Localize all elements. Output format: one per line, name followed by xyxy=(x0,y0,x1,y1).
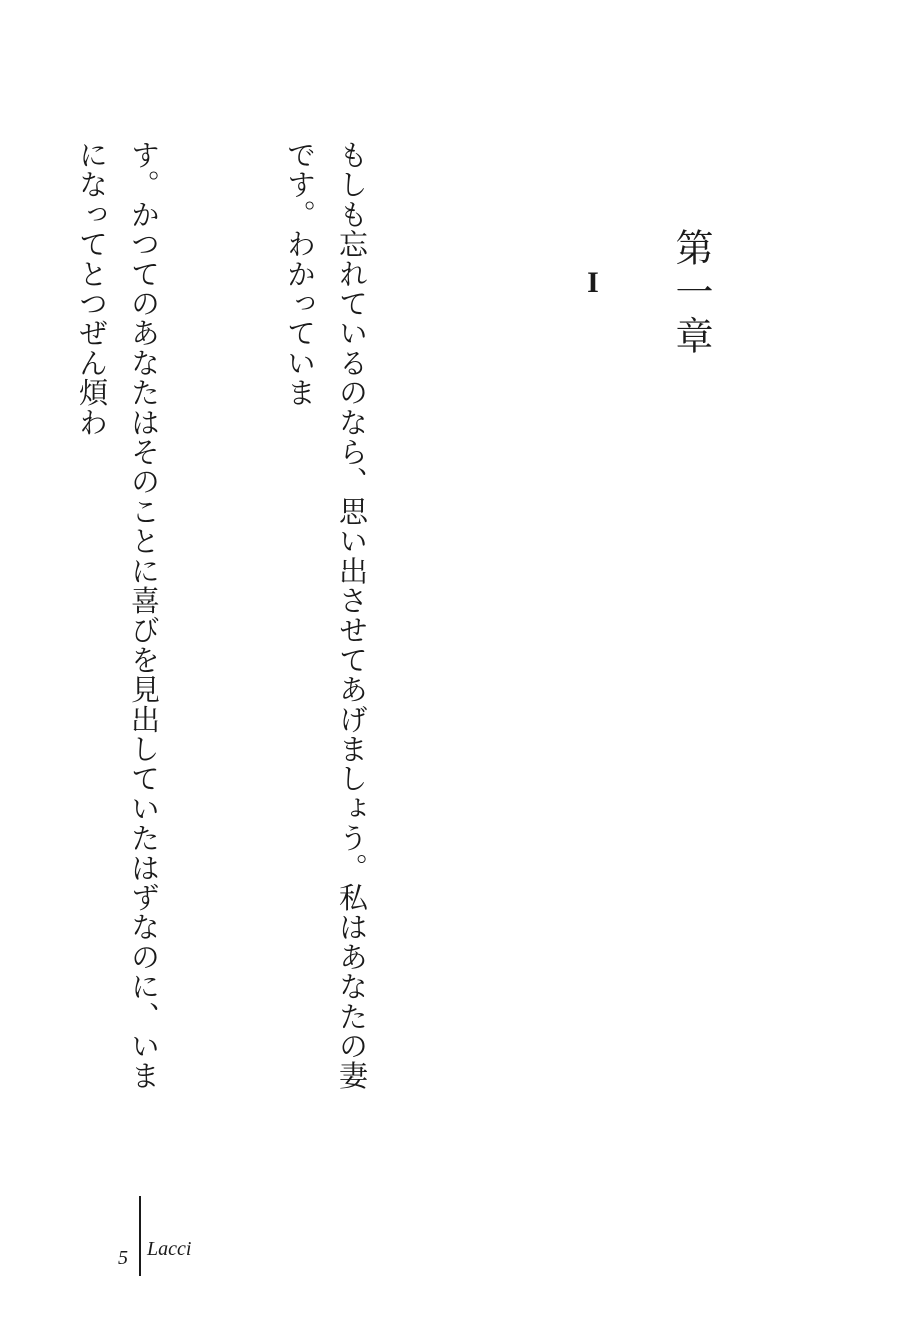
chapter-title: 第一章 xyxy=(669,228,713,360)
page-number: 5 xyxy=(118,1247,128,1269)
footer-divider xyxy=(139,1196,141,1276)
text-line: もしも忘れているのなら、思い出させてあげましょう。私はあなたの妻です。わかっていま xyxy=(283,140,369,1091)
running-title: Lacci xyxy=(147,1238,192,1260)
section-number: I xyxy=(587,266,599,299)
body-text xyxy=(0,140,482,1115)
text-line: す。かつてのあなたはそのことに喜びを見出していたはずなのに、いまになってとつぜん煩わ xyxy=(75,140,161,1091)
